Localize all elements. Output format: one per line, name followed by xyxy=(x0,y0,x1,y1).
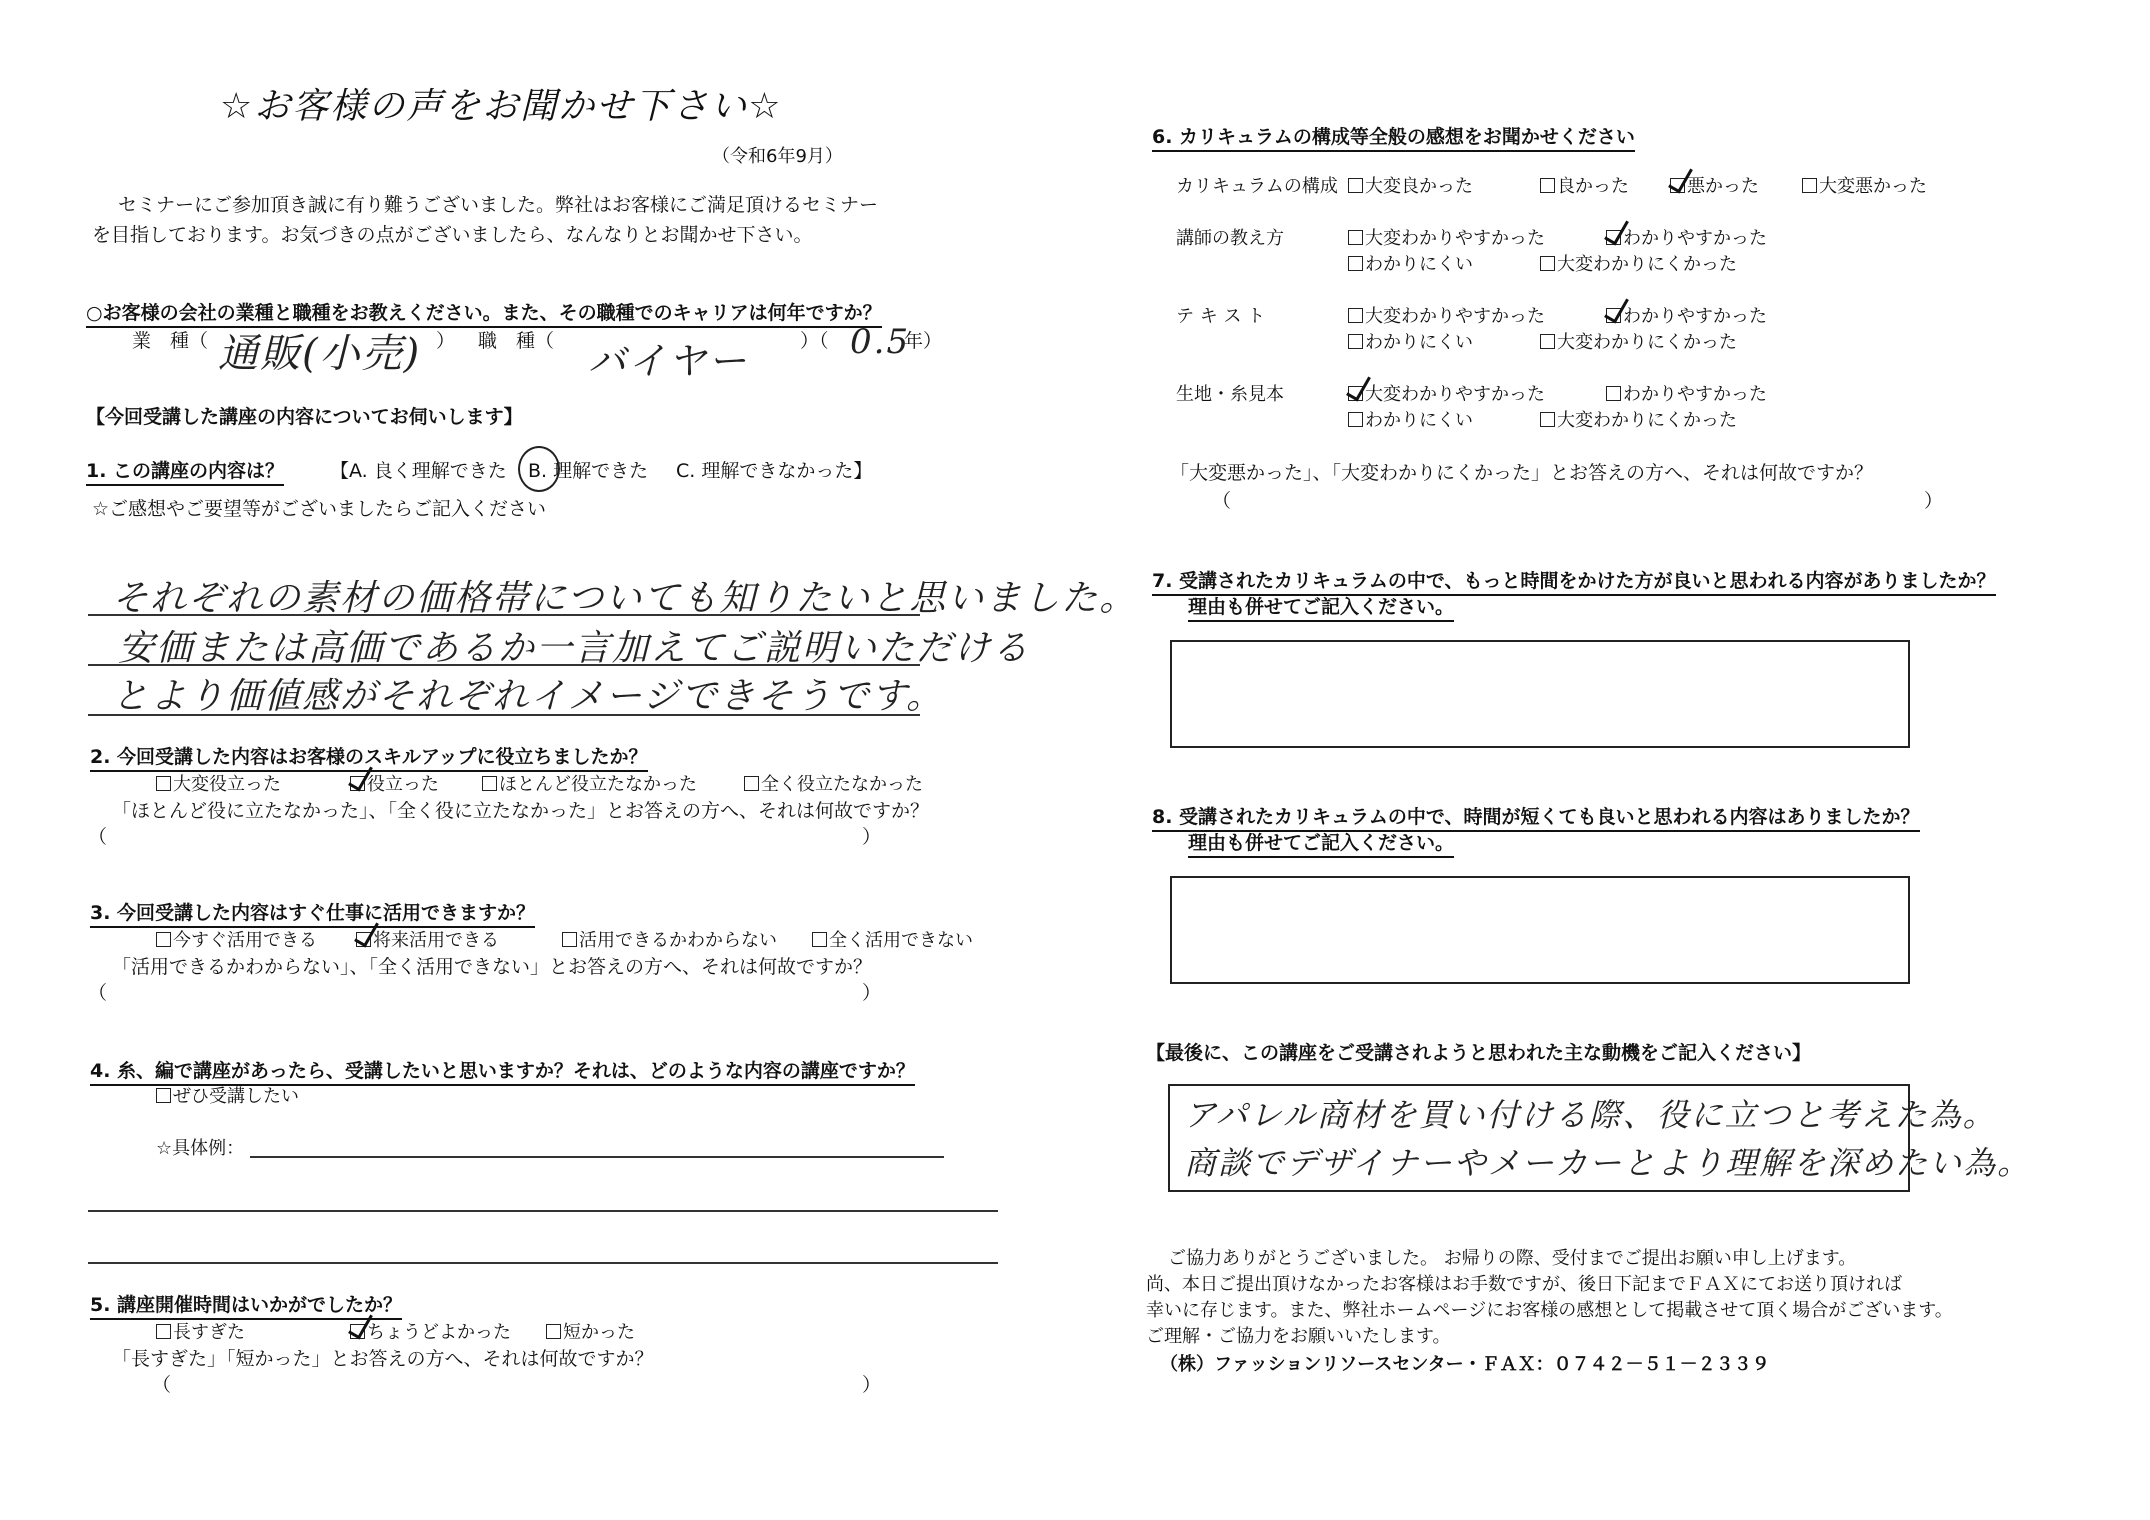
paren-open: （ xyxy=(152,1374,172,1396)
checkbox-icon[interactable] xyxy=(744,776,759,791)
q8-question: 8. 受講されたカリキュラムの中で、時間が短くても良いと思われる内容はありましたか？ xyxy=(1152,802,1920,832)
industry-value: 通販(小売) xyxy=(218,331,422,377)
q7-subprompt: 理由も併せてご記入ください。 xyxy=(1188,592,1454,622)
q6-option[interactable]: わかりやすかった xyxy=(1606,224,1767,250)
q1-option-b: B. 理解できた xyxy=(528,460,649,482)
q6-option[interactable]: 大変わかりやすかった xyxy=(1348,380,1545,406)
q3-option[interactable]: 将来活用できる xyxy=(356,926,499,952)
q5-question: 5. 講座開催時間はいかがでしたか？ xyxy=(90,1290,402,1320)
checkbox-icon[interactable] xyxy=(1606,386,1621,401)
motive-answer-line-2: 商談でデザイナーやメーカーとより理解を深めたい為。 xyxy=(1184,1144,2032,1182)
years-value: 0.5 xyxy=(850,322,911,362)
checkbox-icon[interactable] xyxy=(1348,256,1363,271)
q6-option[interactable]: わかりにくい xyxy=(1348,406,1473,432)
paren-open: （ xyxy=(1212,490,1232,512)
years-open: ）（ xyxy=(800,330,829,352)
q7-answer-box[interactable] xyxy=(1170,640,1910,748)
answer-rule xyxy=(88,664,920,666)
q2-followup: 「ほとんど役に立たなかった」、「全く役に立たなかった」とお答えの方へ、それは何故ですか？ xyxy=(112,800,930,822)
checkbox-icon[interactable] xyxy=(1348,334,1363,349)
q6-row-label: 生地・糸見本 xyxy=(1176,384,1284,405)
q6-option[interactable]: 大変わかりやすかった xyxy=(1348,302,1545,328)
checkbox-icon[interactable] xyxy=(562,932,577,947)
checkbox-icon[interactable] xyxy=(1348,178,1363,193)
checkbox-icon[interactable] xyxy=(1348,308,1363,323)
q2-option[interactable]: ほとんど役立たなかった xyxy=(482,770,697,796)
q6-option[interactable]: 大変わかりにくかった xyxy=(1540,328,1737,354)
checkbox-icon[interactable] xyxy=(812,932,827,947)
q8-subprompt: 理由も併せてご記入ください。 xyxy=(1188,828,1454,858)
paren-close: ） xyxy=(1924,490,1944,512)
checkbox-icon[interactable] xyxy=(1540,334,1555,349)
q6-question: 6. カリキュラムの構成等全般の感想をお聞かせください xyxy=(1152,122,1635,152)
q6-option[interactable]: 悪かった xyxy=(1670,172,1759,198)
answer-rule xyxy=(88,614,920,616)
q5-followup: 「長すぎた」「短かった」とお答えの方へ、それは何故ですか？ xyxy=(112,1348,654,1370)
intro-line-2: を目指しております。お気づきの点がございましたら、なんなりとお聞かせ下さい。 xyxy=(92,224,813,246)
checkbox-checked-icon[interactable] xyxy=(1606,308,1621,323)
q6-option[interactable]: 大変わかりにくかった xyxy=(1540,250,1737,276)
q6-option[interactable]: 大変わかりやすかった xyxy=(1348,224,1545,250)
motive-question: 【最後に、この講座をご受講されようと思われた主な動機をご記入ください】 xyxy=(1146,1042,1812,1064)
q6-row-label: カリキュラムの構成 xyxy=(1176,176,1338,197)
checkbox-icon[interactable] xyxy=(1540,178,1555,193)
q6-followup: 「大変悪かった」、「大変わかりにくかった」とお答えの方へ、それは何故ですか？ xyxy=(1170,462,1874,484)
answer-rule[interactable] xyxy=(88,1262,998,1264)
paren-close: ） xyxy=(862,982,882,1004)
checkbox-icon[interactable] xyxy=(156,776,171,791)
q3-question: 3. 今回受講した内容はすぐ仕事に活用できますか？ xyxy=(90,898,535,928)
q6-row-label: 講師の教え方 xyxy=(1176,228,1284,249)
q6-option[interactable]: わかりやすかった xyxy=(1606,380,1767,406)
q1-option-c: C. 理解できなかった】 xyxy=(676,460,873,482)
q6-option[interactable]: わかりにくい xyxy=(1348,328,1473,354)
motive-answer-line-1: アパレル商材を買い付ける際、役に立つと考えた為。 xyxy=(1184,1096,1997,1134)
q2-question: 2. 今回受講した内容はお客様のスキルアップに役立ちましたか？ xyxy=(90,742,648,772)
paren-close: ） xyxy=(862,1374,882,1396)
motive-answer-box[interactable] xyxy=(1168,1084,2032,1192)
industry-label: 業 種（ xyxy=(132,330,209,352)
paren-open: （ xyxy=(88,982,108,1004)
q5-option[interactable]: ちょうどよかった xyxy=(350,1318,511,1344)
q4-example-label: ☆具体例： xyxy=(156,1138,245,1159)
q6-option[interactable]: わかりにくい xyxy=(1348,250,1473,276)
closing-line-1: ご協力ありがとうございました。 お帰りの際、受付までご提出お願い申し上げます。 xyxy=(1168,1248,1857,1269)
q8-answer-box[interactable] xyxy=(1170,876,1910,984)
q1-answer-line-2: 安価または高価であるか一言加えてご説明いただける xyxy=(118,628,1031,669)
q2-option[interactable]: 大変役立った xyxy=(156,770,281,796)
closing-line-4: ご理解・ご協力をお願いいたします。 xyxy=(1146,1326,1451,1347)
checkbox-icon[interactable] xyxy=(156,1088,171,1103)
checkbox-icon[interactable] xyxy=(1348,230,1363,245)
checkbox-icon[interactable] xyxy=(1540,412,1555,427)
checkbox-icon[interactable] xyxy=(1348,412,1363,427)
q2-option[interactable]: 全く役立たなかった xyxy=(744,770,923,796)
checkbox-icon[interactable] xyxy=(156,1324,171,1339)
q4-option[interactable]: ぜひ受講したい xyxy=(156,1082,299,1108)
q1-answer-line-1: それぞれの素材の価格帯についても知りたいと思いました。 xyxy=(112,578,1138,619)
checkbox-icon[interactable] xyxy=(546,1324,561,1339)
q4-question: 4. 糸、編で講座があったら、受講したいと思いますか？それは、どのような内容の講座ですか？ xyxy=(90,1056,915,1086)
checkbox-checked-icon[interactable] xyxy=(1670,178,1685,193)
checkbox-checked-icon[interactable] xyxy=(350,1324,365,1339)
q6-option[interactable]: 大変良かった xyxy=(1348,172,1473,198)
checkbox-checked-icon[interactable] xyxy=(356,932,371,947)
example-rule[interactable] xyxy=(250,1156,944,1158)
checkbox-checked-icon[interactable] xyxy=(1606,230,1621,245)
q3-followup: 「活用できるかわからない」、「全く活用できない」とお答えの方へ、それは何故ですか？ xyxy=(112,956,873,978)
job-value: バイヤー xyxy=(588,339,749,383)
checkbox-icon[interactable] xyxy=(156,932,171,947)
checkbox-icon[interactable] xyxy=(1802,178,1817,193)
q3-option[interactable]: 全く活用できない xyxy=(812,926,973,952)
answer-rule[interactable] xyxy=(88,1210,998,1212)
q6-option[interactable]: 良かった xyxy=(1540,172,1629,198)
q3-option[interactable]: 活用できるかわからない xyxy=(562,926,777,952)
answer-rule xyxy=(88,714,920,716)
q6-row-label: テ キ ス ト xyxy=(1176,306,1266,327)
q6-option[interactable]: わかりやすかった xyxy=(1606,302,1767,328)
q6-option[interactable]: 大変わかりにくかった xyxy=(1540,406,1737,432)
contact-fax: （株）ファッションリソースセンター・ＦＡＸ：０７４２－５１－２３３９ xyxy=(1160,1354,1770,1375)
q1-selected-circle xyxy=(518,446,560,492)
q5-option[interactable]: 長すぎた xyxy=(156,1318,245,1344)
closing-line-2: 尚、本日ご提出頂けなかったお客様はお手数ですが、後日下記までＦＡＸにてお送り頂ければ xyxy=(1146,1274,1902,1295)
checkbox-icon[interactable] xyxy=(1540,256,1555,271)
industry-close: ） xyxy=(436,330,456,352)
q1-prompt: ☆ご感想やご要望等がございましたらご記入ください xyxy=(92,498,547,520)
q3-option[interactable]: 今すぐ活用できる xyxy=(156,926,317,952)
checkbox-checked-icon[interactable] xyxy=(350,776,365,791)
q5-option[interactable]: 短かった xyxy=(546,1318,635,1344)
checkbox-checked-icon[interactable] xyxy=(1348,386,1363,401)
years-suffix: 年） xyxy=(904,330,943,352)
q7-question: 7. 受講されたカリキュラムの中で、もっと時間をかけた方が良いと思われる内容がありましたか？ xyxy=(1152,566,1996,596)
q1-question: 1. この講座の内容は？ xyxy=(86,456,284,486)
intro-line-1: セミナーにご参加頂き誠に有り難うございました。弊社はお客様にご満足頂けるセミナー xyxy=(118,194,879,216)
checkbox-icon[interactable] xyxy=(482,776,497,791)
survey-date: （令和6年9月） xyxy=(712,146,843,167)
paren-open: （ xyxy=(88,826,108,848)
job-label: 職 種（ xyxy=(478,330,555,352)
q6-option[interactable]: 大変悪かった xyxy=(1802,172,1927,198)
q1-answer-line-3: とより価値感がそれぞれイメージできそうです。 xyxy=(112,676,945,717)
closing-line-3: 幸いに存じます。また、弊社ホームページにお客様の感想として掲載させて頂く場合がございます。 xyxy=(1146,1300,1953,1321)
occupation-question: ○お客様の会社の業種と職種をお教えください。また、その職種でのキャリアは何年ですか？ xyxy=(86,298,882,328)
paren-close: ） xyxy=(862,826,882,848)
page-title: ☆お客様の声をお聞かせ下さい☆ xyxy=(220,86,783,127)
section-header: 【今回受講した講座の内容についてお伺いします】 xyxy=(86,406,523,428)
q2-option[interactable]: 役立った xyxy=(350,770,439,796)
q1-option-a: 【A. 良く理解できた xyxy=(330,460,507,482)
